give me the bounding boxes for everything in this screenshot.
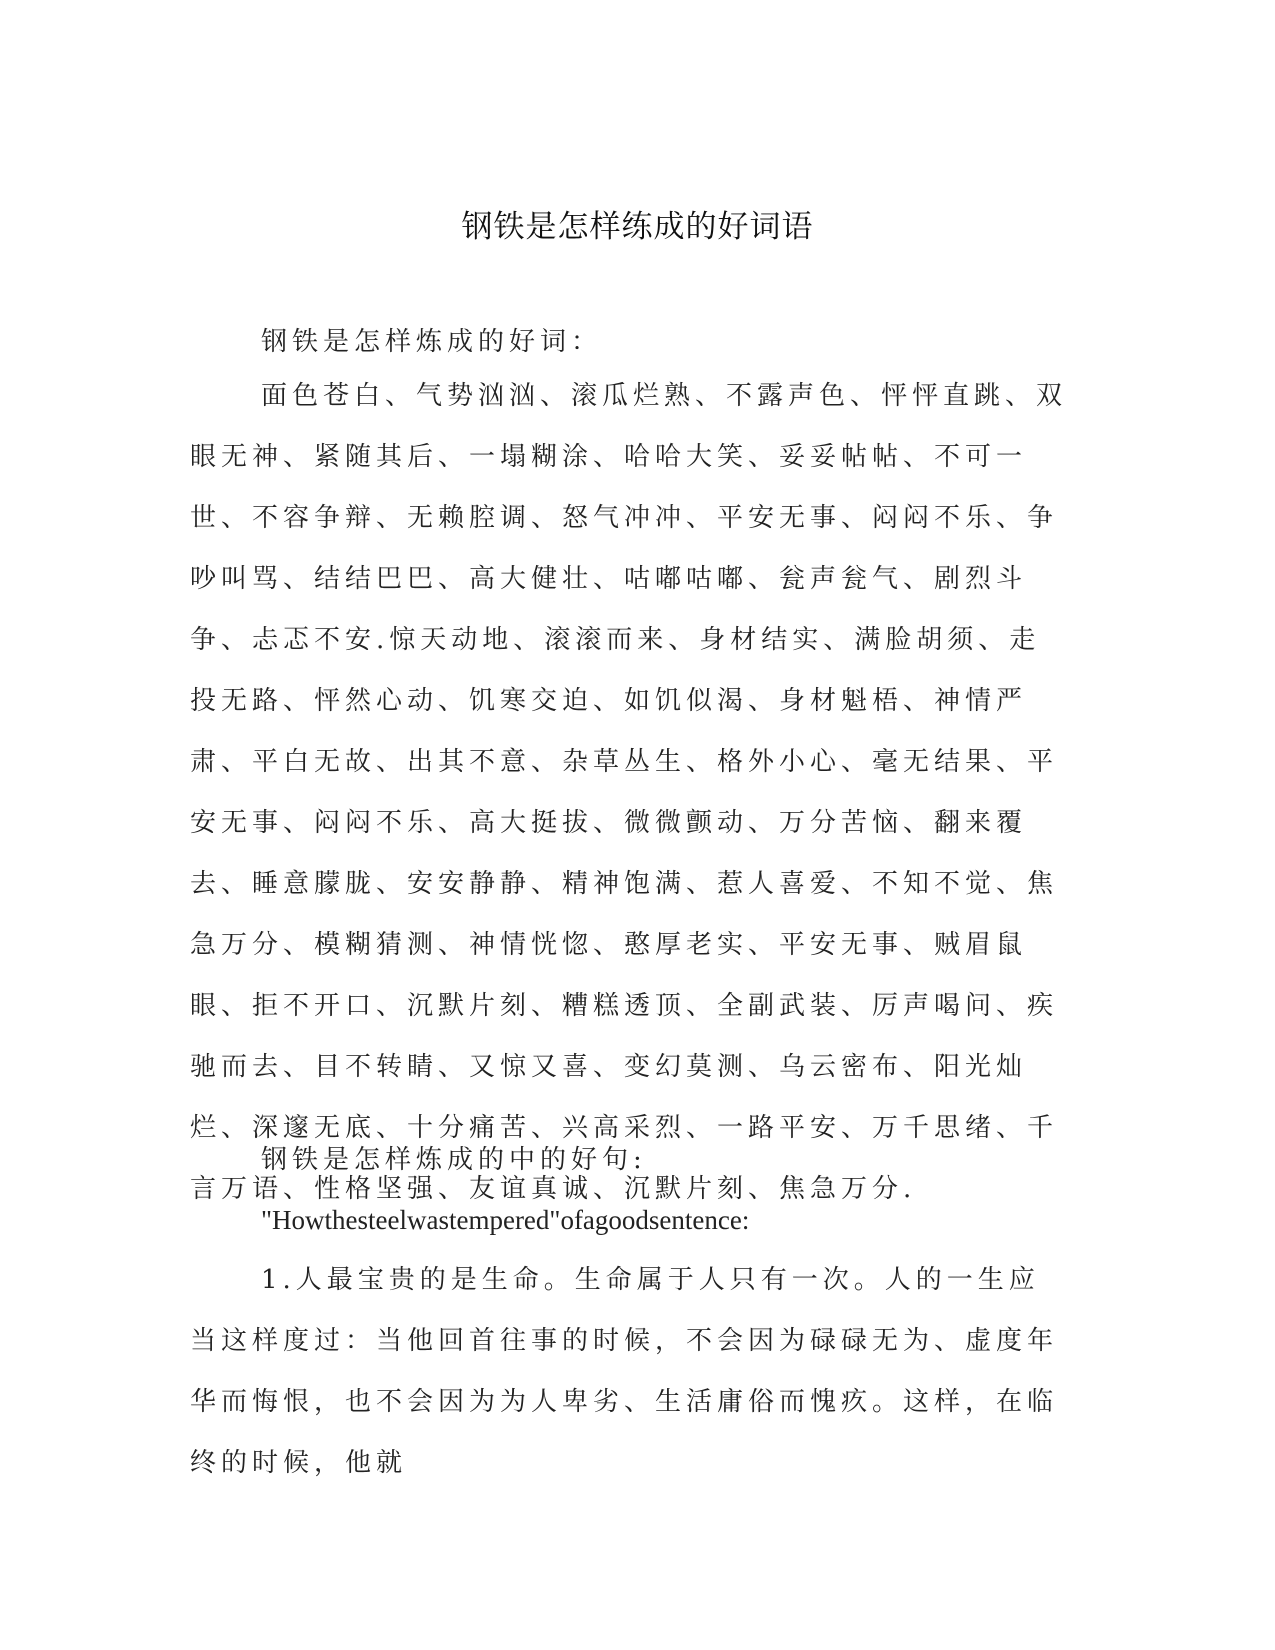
paragraph-sentences-heading: 钢铁是怎样炼成的中的好句: <box>261 1145 647 1175</box>
document-title: 钢铁是怎样练成的好词语 <box>461 209 814 245</box>
paragraph-words-list: 面色苍白、气势汹汹、滚瓜烂熟、不露声色、怦怦直跳、双眼无神、紧随其后、一塌糊涂、哈哈大笑、妥妥帖帖、不可一世、不容争辩、无赖腔调、怒气冲冲、平安无事、闷闷不乐、争吵叫骂、结结巴巴、高大健壮、咕嘟咕嘟、瓮声瓮气、剧烈斗争、忐忑不安.惊天动地、滚滚而来、身材结实、满脸胡须、走投无路、怦然心动、饥寒交迫、如饥似渴、身材魁梧、神情严肃、平白无故、出其不意、杂草丛生、格外小心、毫无结果、平安无事、闷闷不乐、高大挺拔、微微颤动、万分苦恼、翻来覆去、睡意朦胧、安安静静、精神饱满、惹人喜爱、不知不觉、焦急万分、模糊猜测、神情恍惚、憨厚老实、平安无事、贼眉鼠眼、拒不开口、沉默片刻、糟糕透顶、全副武装、厉声喝问、疾驰而去、目不转睛、又惊又喜、变幻莫测、乌云密布、阳光灿烂、深邃无底、十分痛苦、兴高采烈、一路平安、万千思绪、千言万语、性格坚强、友谊真诚、沉默片刻、焦急万分. <box>190 381 1068 1204</box>
paragraph-sentence-1: 1.人最宝贵的是生命。生命属于人只有一次。人的一生应当这样度过：当他回首往事的时候，不会因为碌碌无为、虚度年华而悔恨，也不会因为为人卑劣、生活庸俗而愧疚。这样，在临终的时候，他就 <box>190 1265 1059 1478</box>
paragraph-words-heading: 钢铁是怎样炼成的好词： <box>261 327 603 357</box>
paragraph-sentences-heading-en: "Howthesteelwastempered"ofagoodsentence: <box>261 1205 750 1235</box>
